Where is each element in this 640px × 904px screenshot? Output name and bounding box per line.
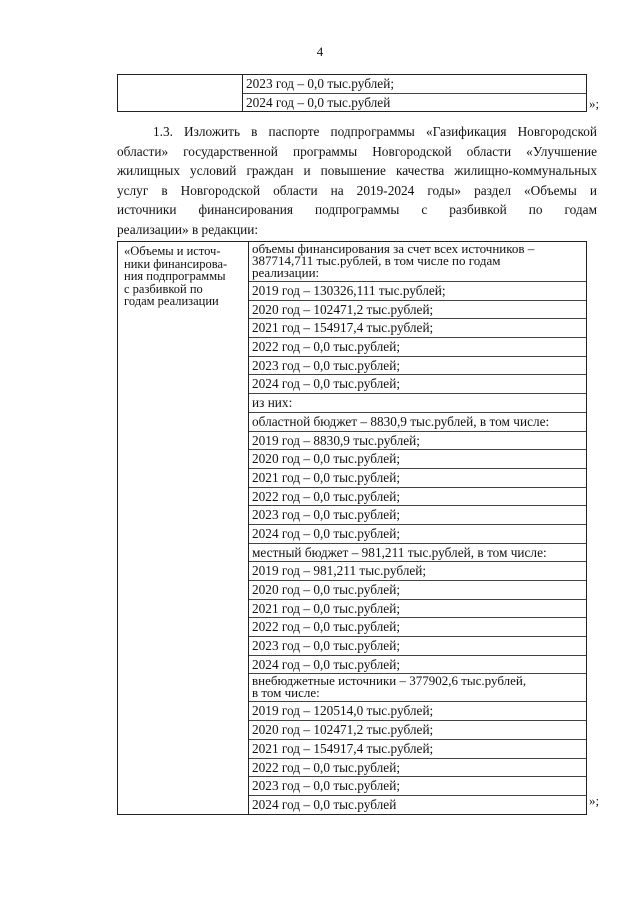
label-line: годам реализации [124, 294, 219, 308]
intro-block [249, 242, 586, 282]
financing-values-cell [249, 242, 587, 815]
top-line: 2023 год – 0,0 тыс.рублей; [243, 75, 586, 94]
local-year-line: 2020 год – 0,0 тыс.рублей; [249, 581, 586, 600]
extra-header-line: внебюджетные источники – 377902,6 тыс.рублей, [252, 673, 527, 689]
intro-line: реализации: [252, 265, 320, 280]
extra-year-line: 2019 год – 120514,0 тыс.рублей; [249, 702, 586, 721]
regional-year-line: 2023 год – 0,0 тыс.рублей; [249, 506, 586, 525]
of-them-line: из них: [249, 394, 586, 413]
paragraph-line: услуг в Новгородской области на 2019-2024 годы» раздел «Объемы и [117, 182, 597, 198]
local-year-line: 2024 год – 0,0 тыс.рублей; [249, 656, 586, 675]
extra-year-line: 2023 год – 0,0 тыс.рублей; [249, 777, 586, 796]
label-line: с разбивкой по [124, 281, 203, 296]
total-year-line: 2024 год – 0,0 тыс.рублей; [249, 375, 586, 394]
intro-line: объемы финансирования за счет всех источников – [252, 241, 535, 256]
top-table-values-cell [243, 75, 587, 112]
regional-budget-header: областной бюджет – 8830,9 тыс.рублей, в том числе: [249, 413, 586, 432]
extra-year-line: 2020 год – 102471,2 тыс.рублей; [249, 721, 586, 740]
paragraph-line: источники финансирования подпрограммы с разбивкой по годам [117, 202, 597, 218]
label-line: «Объемы и источ- [124, 244, 221, 258]
local-year-line: 2021 год – 0,0 тыс.рублей; [249, 600, 586, 619]
financing-table [117, 241, 587, 815]
extra-year-line: 2022 год – 0,0 тыс.рублей; [249, 759, 586, 778]
total-year-line: 2023 год – 0,0 тыс.рублей; [249, 357, 586, 376]
top-table-empty-cell [118, 75, 243, 112]
local-year-line: 2023 год – 0,0 тыс.рублей; [249, 637, 586, 656]
extra-year-line: 2021 год – 154917,4 тыс.рублей; [249, 740, 586, 759]
local-year-line: 2022 год – 0,0 тыс.рублей; [249, 618, 586, 637]
paragraph-line: 1.3. Изложить в паспорте подпрограммы «Газификация Новгородской [153, 124, 597, 139]
paragraph-line: области» государственной программы Новгородской области «Улучшение [117, 143, 597, 159]
page-number: 4 [316, 44, 324, 59]
total-year-line: 2022 год – 0,0 тыс.рублей; [249, 338, 586, 357]
regional-year-line: 2021 год – 0,0 тыс.рублей; [249, 469, 586, 488]
financing-label-cell [118, 242, 249, 815]
regional-year-line: 2020 год – 0,0 тыс.рублей; [249, 450, 586, 469]
extra-budget-header [249, 674, 586, 702]
total-year-line: 2021 год – 154917,4 тыс.рублей; [249, 319, 586, 338]
local-budget-header: местный бюджет – 981,211 тыс.рублей, в том числе: [249, 544, 586, 563]
extra-header-line: в том числе: [252, 685, 320, 701]
instruction-paragraph [117, 122, 597, 240]
top-table-closing-quote: »; [589, 96, 600, 111]
top-line: 2024 год – 0,0 тыс.рублей [246, 94, 391, 110]
label-line: ния подпрограммы [124, 269, 226, 283]
label-line: ники финансирова- [124, 256, 228, 271]
regional-year-line: 2022 год – 0,0 тыс.рублей; [249, 488, 586, 507]
total-year-line: 2020 год – 102471,2 тыс.рублей; [249, 301, 586, 320]
paragraph-line: реализации» в редакции: [117, 221, 259, 237]
local-year-line: 2019 год – 981,211 тыс.рублей; [249, 562, 586, 581]
regional-year-line: 2019 год – 8830,9 тыс.рублей; [249, 432, 586, 451]
regional-year-line: 2024 год – 0,0 тыс.рублей; [249, 525, 586, 544]
top-table [117, 74, 587, 112]
paragraph-line: жилищных условий граждан и повышение качества жилищно-коммунальных [117, 163, 597, 179]
financing-table-closing-quote: »; [589, 793, 600, 808]
extra-year-line: 2024 год – 0,0 тыс.рублей [252, 796, 397, 812]
intro-line: 387714,711 тыс.рублей, в том числе по годам [252, 253, 501, 268]
total-year-line: 2019 год – 130326,111 тыс.рублей; [249, 282, 586, 301]
